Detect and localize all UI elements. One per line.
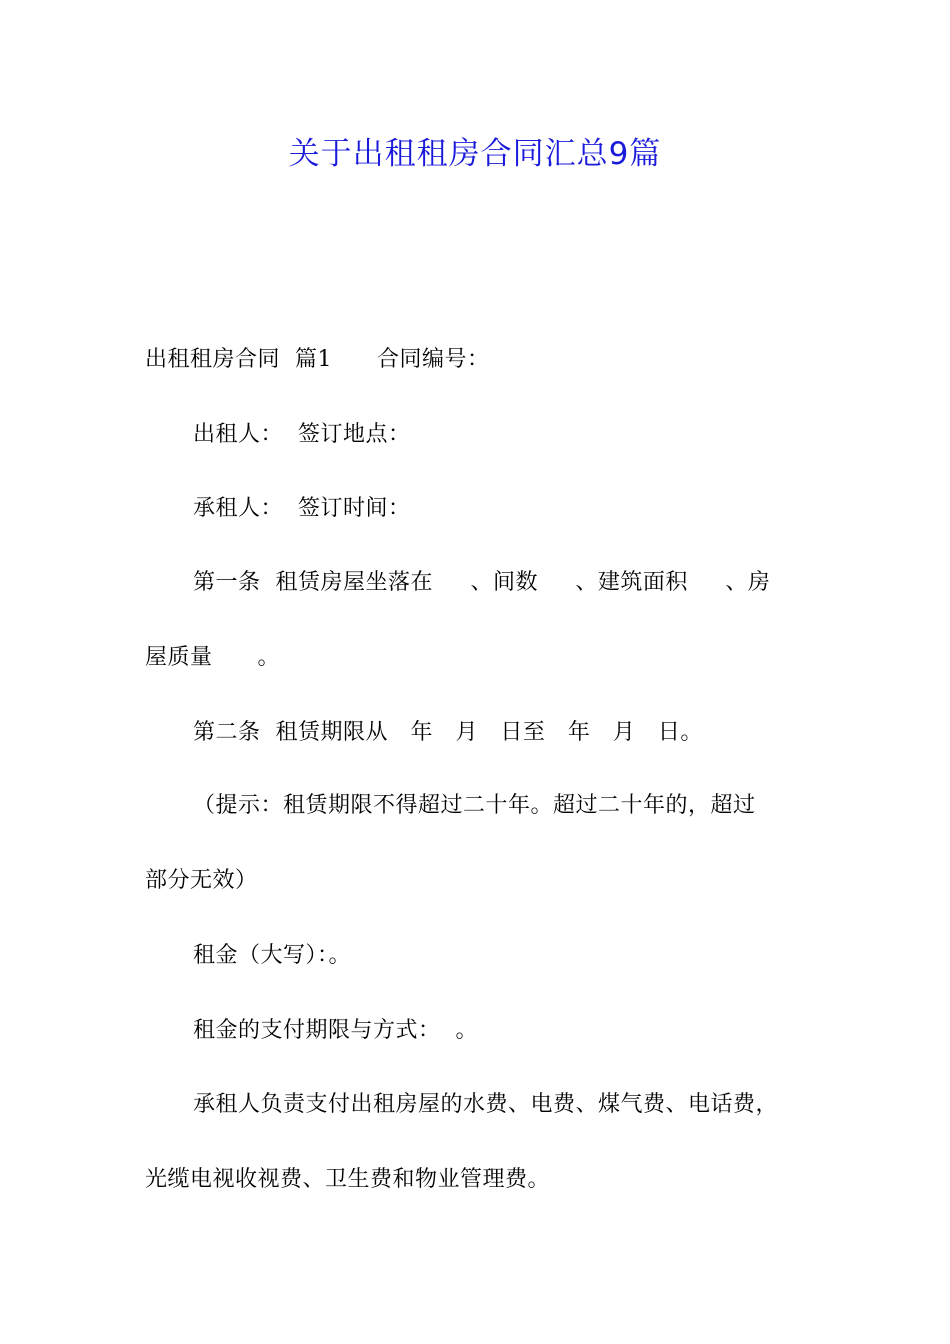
lessee-line: 承租人： 签订时间： xyxy=(193,496,411,521)
article-one-line: 第一条 租赁房屋坐落在 、间数 、建筑面积 、房 xyxy=(193,570,771,595)
utilities-continued-line: 光缆电视收视费、卫生费和物业管理费。 xyxy=(145,1167,551,1192)
payment-terms-line: 租金的支付期限与方式： 。 xyxy=(193,1018,478,1043)
contract-heading-line: 出租租房合同 篇1 合同编号： xyxy=(145,347,490,372)
lessor-line: 出租人： 签订地点： xyxy=(193,422,411,447)
rent-amount-line: 租金（大写）：。 xyxy=(193,943,352,968)
article-two-line: 第二条 租赁期限从 年 月 日至 年 月 日。 xyxy=(193,720,703,745)
hint-line: （提示：租赁期限不得超过二十年。超过二十年的，超过 xyxy=(193,793,756,818)
article-one-continued-line: 屋质量 。 xyxy=(145,645,280,670)
hint-continued-line: 部分无效） xyxy=(145,868,258,893)
utilities-line: 承租人负责支付出租房屋的水费、电费、煤气费、电话费， xyxy=(193,1092,779,1117)
document-title: 关于出租租房合同汇总9篇 xyxy=(288,136,662,172)
